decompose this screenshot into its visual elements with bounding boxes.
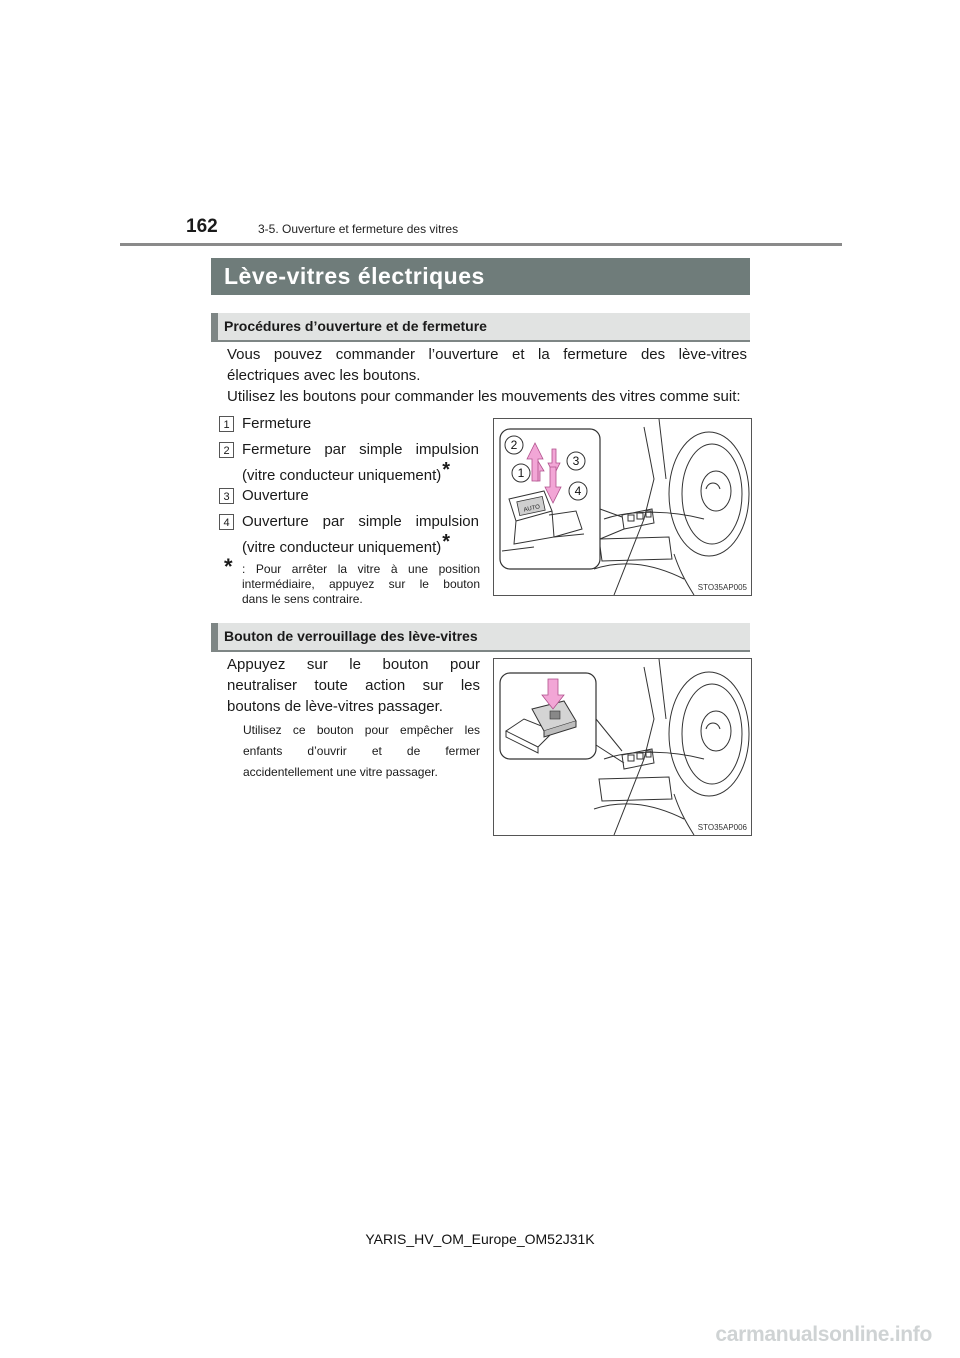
step-number: 4 <box>219 514 234 530</box>
lock-note <box>243 720 480 783</box>
step-text: Ouverture par simple impulsion <box>242 513 479 530</box>
lock-text-line: Appuyez sur le bouton pour <box>227 656 480 673</box>
intro-line: électriques avec les boutons. <box>227 367 421 384</box>
window-switch-illustration <box>494 419 751 595</box>
figure-code: STO35AP006 <box>697 823 747 832</box>
callout-number: 2 <box>510 438 518 452</box>
lock-text-line: boutons de lève-vitres passager. <box>227 698 443 715</box>
asterisk-mark: * <box>442 459 451 481</box>
figure-window-switches <box>493 418 752 596</box>
step-number: 1 <box>219 416 234 432</box>
lock-note-line: enfants d’ouvrir et de fermer <box>243 744 480 758</box>
callout-number: 4 <box>574 484 582 498</box>
callout-number: 3 <box>572 454 580 468</box>
step-text: Fermeture <box>242 415 312 432</box>
footnote <box>224 554 480 607</box>
lock-note-line: accidentellement une vitre passager. <box>243 765 438 779</box>
lock-note-line: Utilisez ce bouton pour empêcher les <box>243 723 480 737</box>
switch-auto-label: AUTO <box>523 504 541 514</box>
footnote-line: : Pour arrêter la vitre à une position <box>242 562 480 576</box>
lock-symbol-icon <box>550 711 560 719</box>
section-heading-text: Bouton de verrouillage des lève-vitres <box>224 628 478 644</box>
lock-paragraph <box>227 654 480 717</box>
step-item <box>219 439 479 486</box>
intro-paragraph <box>227 344 747 407</box>
section-heading-lock-button <box>211 623 750 650</box>
figure-lock-switch <box>493 658 752 836</box>
step-text: Fermeture par simple impulsion <box>242 441 479 458</box>
intro-line: Utilisez les boutons pour commander les mouvements des vitres comme suit: <box>227 388 741 405</box>
figure-code: STO35AP005 <box>697 583 747 592</box>
watermark: carmanualsonline.info <box>715 1323 932 1346</box>
intro-line: Vous pouvez commander l’ouverture et la fermeture des lève-vitres <box>227 346 747 363</box>
main-title: Lève-vitres électriques <box>211 258 750 295</box>
step-number: 2 <box>219 442 234 458</box>
step-text-detail: (vitre conducteur uniquement) <box>242 467 442 484</box>
step-number: 3 <box>219 488 234 504</box>
asterisk-mark: * <box>442 531 451 553</box>
step-item <box>219 511 479 558</box>
step-item <box>219 413 479 434</box>
callout-number: 1 <box>517 466 525 480</box>
lock-text-line: neutraliser toute action sur les <box>227 677 480 694</box>
step-item <box>219 485 479 506</box>
page-number: 162 <box>186 216 218 237</box>
header-section-title: 3-5. Ouverture et fermeture des vitres <box>258 222 459 236</box>
document-id: YARIS_HV_OM_Europe_OM52J31K <box>365 1231 595 1247</box>
footnote-line: dans le sens contraire. <box>242 592 363 606</box>
section-heading-text: Procédures d’ouverture et de fermeture <box>224 318 487 334</box>
section-heading-procedures <box>211 313 750 340</box>
step-text-detail: (vitre conducteur uniquement) <box>242 539 442 556</box>
step-text: Ouverture <box>242 487 309 504</box>
lock-switch-illustration <box>494 659 751 835</box>
footnote-line: intermédiaire, appuyez sur le bouton <box>242 577 480 591</box>
header-divider <box>120 243 842 246</box>
footnote-asterisk: * <box>224 554 233 579</box>
